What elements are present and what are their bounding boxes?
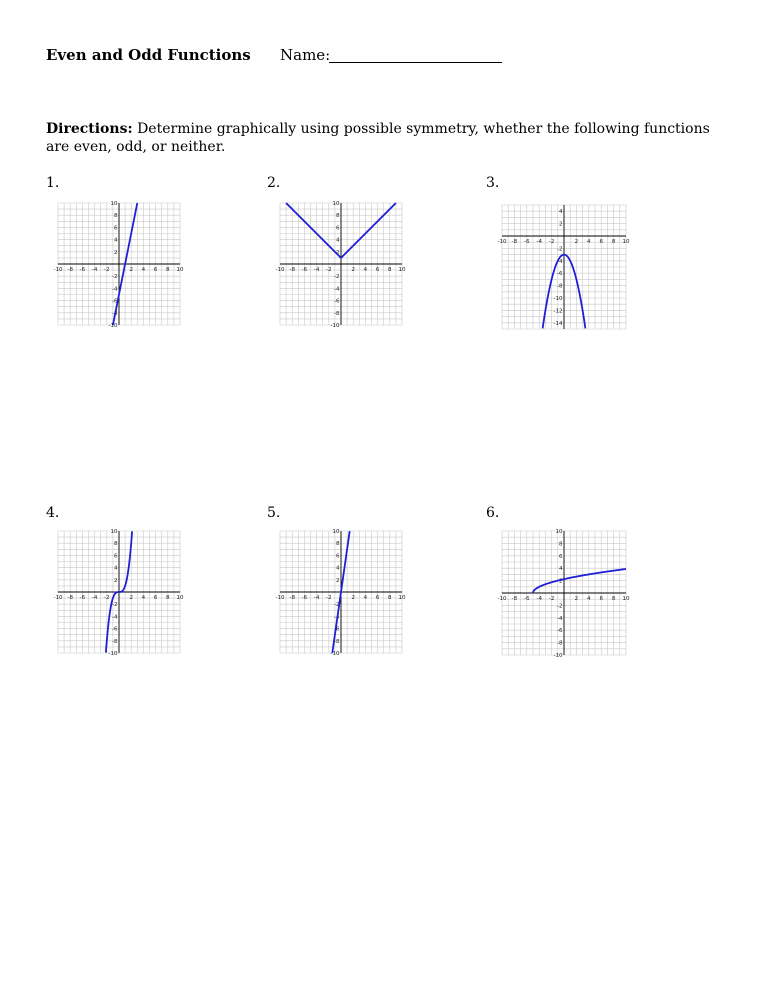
- y-tick-label: -14: [553, 320, 563, 327]
- y-tick-label: 4: [559, 566, 563, 573]
- y-tick-label: -8: [112, 310, 118, 317]
- y-tick-label: -4: [557, 615, 563, 622]
- x-tick-label: -8: [511, 239, 518, 245]
- y-tick-label: 6: [114, 225, 118, 232]
- y-tick-label: -6: [112, 298, 118, 305]
- y-tick-label: -10: [108, 323, 118, 329]
- y-tick-label: -8: [334, 310, 340, 317]
- problem-number-6: 6.: [486, 505, 500, 521]
- x-tick-label: 4: [141, 267, 146, 273]
- x-tick-label: -2: [326, 595, 332, 601]
- x-tick-label: 8: [166, 267, 170, 273]
- x-tick-label: -10: [497, 239, 507, 245]
- graph-6: [497, 529, 630, 659]
- y-tick-label: 4: [336, 237, 340, 244]
- y-tick-label: 10: [555, 529, 563, 535]
- y-tick-label: 2: [336, 249, 340, 256]
- problem-number-3: 3.: [486, 175, 500, 191]
- x-tick-label: 4: [363, 267, 368, 273]
- worksheet-title: Even and Odd Functions: [46, 46, 251, 64]
- y-tick-label: -8: [557, 283, 563, 290]
- y-tick-label: -10: [553, 296, 563, 302]
- x-tick-label: -8: [289, 267, 295, 273]
- x-tick-label: -4: [91, 267, 98, 273]
- x-tick-label: 2: [351, 267, 355, 273]
- y-tick-label: -4: [334, 614, 340, 621]
- x-tick-label: 8: [388, 595, 392, 601]
- y-tick-label: -4: [334, 286, 340, 293]
- y-tick-label: -8: [112, 638, 118, 645]
- y-tick-label: -8: [334, 638, 340, 645]
- name-input-line[interactable]: [329, 62, 502, 63]
- x-tick-label: -10: [53, 595, 63, 601]
- x-tick-label: 8: [611, 239, 616, 245]
- graph-5: [275, 529, 406, 657]
- x-tick-label: 4: [587, 596, 591, 602]
- y-tick-label: 2: [559, 578, 563, 585]
- y-tick-label: 8: [114, 541, 118, 548]
- y-tick-label: 10: [110, 201, 118, 207]
- x-tick-label: 8: [611, 596, 616, 602]
- graph-1: [53, 201, 184, 329]
- y-tick-label: 8: [559, 541, 563, 548]
- problem-number-1: 1.: [46, 175, 60, 191]
- y-tick-label: -2: [557, 603, 563, 610]
- x-tick-label: -8: [289, 595, 295, 601]
- y-tick-label: 4: [336, 565, 340, 572]
- y-tick-label: -10: [553, 653, 563, 659]
- y-tick-label: -10: [108, 651, 118, 657]
- x-tick-label: 10: [622, 239, 630, 245]
- y-tick-label: -2: [334, 602, 340, 609]
- x-tick-label: -8: [67, 267, 73, 273]
- x-tick-label: -6: [301, 267, 308, 273]
- y-tick-label: -4: [112, 614, 118, 621]
- y-tick-label: -8: [557, 640, 563, 647]
- x-tick-label: 10: [398, 267, 406, 273]
- y-tick-label: -10: [330, 651, 340, 657]
- problem-number-5: 5.: [267, 505, 281, 521]
- y-tick-label: -6: [112, 626, 118, 633]
- y-tick-label: -2: [112, 602, 118, 609]
- y-tick-label: 6: [336, 225, 340, 232]
- y-tick-label: 4: [114, 237, 118, 244]
- x-tick-label: -2: [326, 267, 332, 273]
- y-tick-label: 10: [110, 529, 118, 535]
- x-tick-label: 10: [398, 595, 406, 601]
- x-tick-label: -2: [104, 595, 110, 601]
- directions-text: Determine graphically using possible symmetry, whether the following functions are even, odd, or neither.: [46, 121, 710, 155]
- x-tick-label: 10: [622, 596, 630, 602]
- x-tick-label: -6: [524, 239, 530, 245]
- x-tick-label: -10: [497, 596, 507, 602]
- x-tick-label: -6: [79, 267, 86, 273]
- y-tick-label: 2: [336, 577, 340, 584]
- name-label: Name:: [280, 46, 331, 64]
- x-tick-label: 6: [153, 595, 158, 601]
- x-tick-label: 10: [176, 267, 184, 273]
- x-tick-label: -2: [548, 239, 555, 245]
- x-tick-label: -4: [536, 596, 542, 602]
- y-tick-label: 10: [332, 529, 340, 535]
- directions: [46, 120, 726, 156]
- x-tick-label: 2: [351, 595, 355, 601]
- y-tick-label: 2: [114, 577, 118, 584]
- x-tick-label: 10: [176, 595, 184, 601]
- x-tick-label: 4: [141, 595, 146, 601]
- x-tick-label: -4: [313, 595, 320, 601]
- y-tick-label: -6: [557, 271, 563, 278]
- x-tick-label: 6: [375, 267, 380, 273]
- x-tick-label: -6: [524, 596, 530, 602]
- x-tick-label: -10: [53, 267, 63, 273]
- y-tick-label: -2: [557, 246, 563, 253]
- x-tick-label: -10: [275, 595, 285, 601]
- problem-number-2: 2.: [267, 175, 281, 191]
- y-tick-label: -4: [557, 258, 563, 265]
- x-tick-label: -6: [301, 595, 308, 601]
- graph-2: [275, 201, 406, 329]
- x-tick-label: 6: [599, 239, 603, 245]
- x-tick-label: 6: [153, 267, 158, 273]
- x-tick-label: -4: [313, 267, 320, 273]
- graph-4: [53, 529, 184, 657]
- x-tick-label: -10: [275, 267, 285, 273]
- x-tick-label: 2: [574, 596, 579, 602]
- x-tick-label: 2: [129, 595, 133, 601]
- y-tick-label: -2: [112, 274, 118, 281]
- x-tick-label: 2: [129, 267, 133, 273]
- y-tick-label: -6: [334, 626, 340, 633]
- x-tick-label: 4: [363, 595, 368, 601]
- x-tick-label: 6: [599, 596, 603, 602]
- y-tick-label: -2: [334, 274, 340, 281]
- y-tick-label: -6: [557, 628, 563, 635]
- function-curve: [533, 569, 626, 593]
- y-tick-label: 10: [332, 201, 340, 207]
- y-tick-label: -10: [330, 323, 340, 329]
- directions-label: Directions:: [46, 121, 133, 137]
- problem-number-4: 4.: [46, 505, 60, 521]
- y-tick-label: 6: [559, 553, 563, 560]
- x-tick-label: 2: [574, 239, 579, 245]
- x-tick-label: 8: [388, 267, 392, 273]
- x-tick-label: -4: [91, 595, 98, 601]
- x-tick-label: -2: [548, 596, 555, 602]
- y-tick-label: -12: [553, 308, 563, 315]
- x-tick-label: -6: [79, 595, 86, 601]
- y-tick-label: 4: [559, 209, 563, 216]
- y-tick-label: 8: [336, 213, 340, 220]
- x-tick-label: -2: [104, 267, 110, 273]
- y-tick-label: -4: [112, 286, 118, 293]
- y-tick-label: 6: [114, 553, 118, 560]
- x-tick-label: -4: [536, 239, 542, 245]
- x-tick-label: 6: [375, 595, 380, 601]
- y-tick-label: 8: [336, 541, 340, 548]
- y-tick-label: 2: [559, 221, 563, 228]
- x-tick-label: 4: [587, 239, 591, 245]
- x-tick-label: -8: [511, 596, 518, 602]
- y-tick-label: 8: [114, 213, 118, 220]
- y-tick-label: 6: [336, 553, 340, 560]
- y-tick-label: 4: [114, 565, 118, 572]
- graph-3: [497, 205, 630, 329]
- y-tick-label: -6: [334, 298, 340, 305]
- x-tick-label: -8: [67, 595, 73, 601]
- x-tick-label: 8: [166, 595, 170, 601]
- y-tick-label: 2: [114, 249, 118, 256]
